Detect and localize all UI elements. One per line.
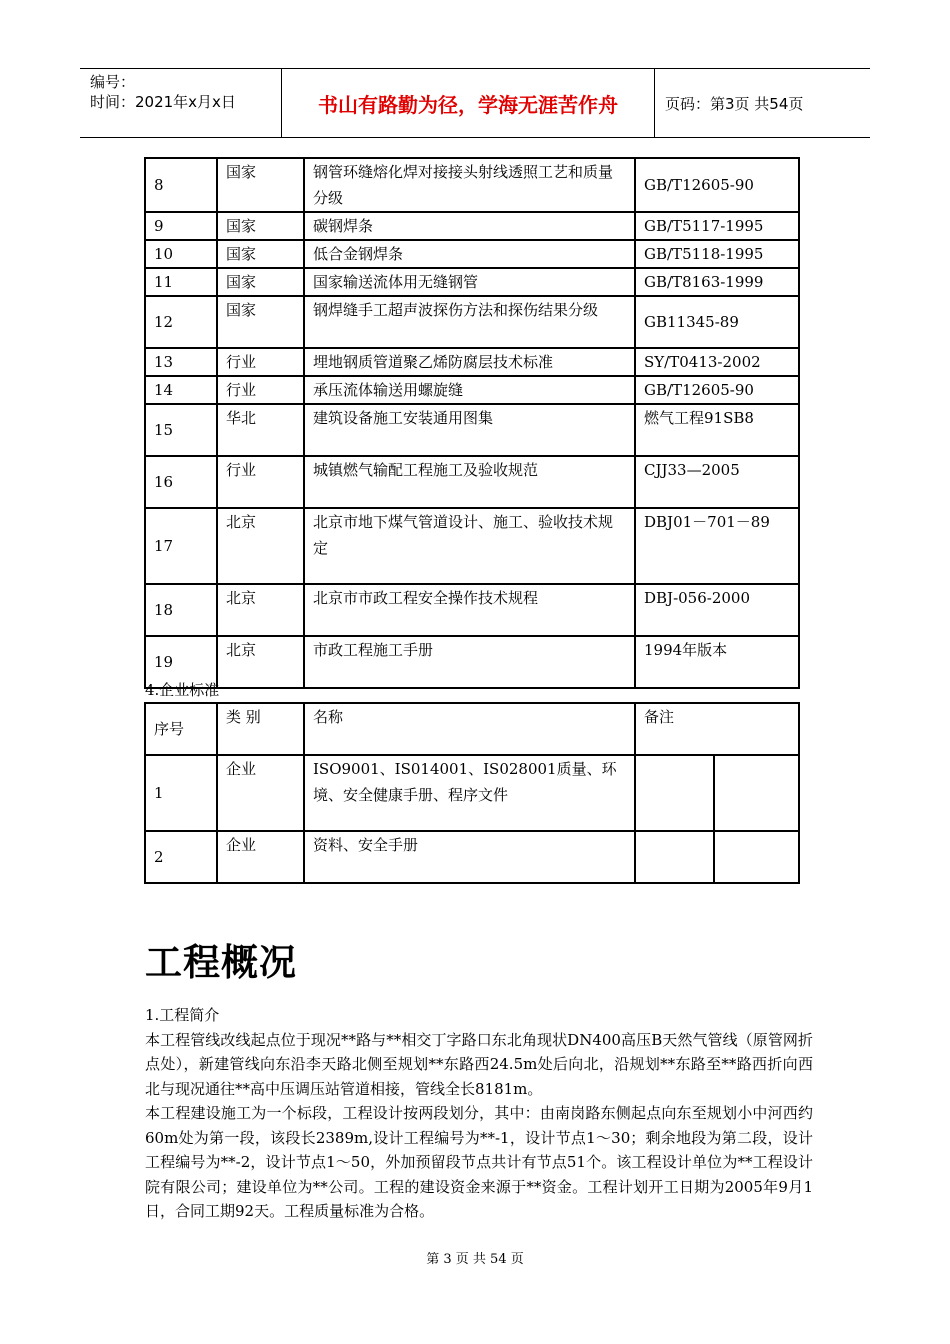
row-number: 15: [145, 404, 217, 456]
row-type: 行业: [217, 376, 304, 404]
row-name: 城镇燃气输配工程施工及验收规范: [304, 456, 635, 508]
header-page-label: 页码：第3页 共54页: [665, 94, 804, 113]
table-row: [145, 348, 799, 376]
row-name: 国家输送流体用无缝钢管: [304, 268, 635, 296]
row-name: 北京市市政工程安全操作技术规程: [304, 584, 635, 636]
row-code: SY/T0413-2002: [635, 348, 799, 376]
table-row: [145, 508, 799, 584]
row-name: 北京市地下煤气管道设计、施工、验收技术规定: [304, 508, 635, 584]
row-code: DBJ-056-2000: [635, 584, 799, 636]
header-remark: 备注: [635, 703, 799, 755]
row-type: 北京: [217, 636, 304, 688]
row-name: 建筑设备施工安装通用图集: [304, 404, 635, 456]
overview-subheading: 1.工程简介: [145, 1006, 220, 1024]
row-name: 埋地钢质管道聚乙烯防腐层技术标准: [304, 348, 635, 376]
table-row: [145, 268, 799, 296]
row-remark: [635, 755, 714, 831]
row-number: 17: [145, 508, 217, 584]
row-type: 华北: [217, 404, 304, 456]
row-type: 企业: [217, 755, 304, 831]
row-type: 北京: [217, 584, 304, 636]
number-label: 编号：: [90, 73, 136, 91]
header-meta: [80, 69, 282, 137]
row-type: 企业: [217, 831, 304, 883]
table-row: [145, 212, 799, 240]
row-number: 14: [145, 376, 217, 404]
table-row: [145, 404, 799, 456]
row-code: GB/T8163-1999: [635, 268, 799, 296]
row-code: 1994年版本: [635, 636, 799, 688]
row-type: 行业: [217, 348, 304, 376]
row-number: 19: [145, 636, 217, 688]
row-number: 1: [145, 755, 217, 831]
row-code: CJJ33—2005: [635, 456, 799, 508]
row-name: ISO9001、IS014001、IS028001质量、环境、安全健康手册、程序文件: [304, 755, 635, 831]
row-name: 钢管环缝熔化焊对接接头射线透照工艺和质量分级: [304, 158, 635, 212]
table-row: [145, 376, 799, 404]
row-name: 钢焊缝手工超声波探伤方法和探伤结果分级: [304, 296, 635, 348]
row-code: GB/T5118-1995: [635, 240, 799, 268]
table-row: [145, 158, 799, 212]
row-code: 燃气工程91SB8: [635, 404, 799, 456]
row-type: 国家: [217, 240, 304, 268]
row-code: GB/T12605-90: [635, 376, 799, 404]
row-number: 16: [145, 456, 217, 508]
row-remark-extra: [714, 755, 799, 831]
row-type: 国家: [217, 212, 304, 240]
row-type: 行业: [217, 456, 304, 508]
row-number: 11: [145, 268, 217, 296]
overview-paragraph-1: 本工程管线改线起点位于现况**路与**相交丁字路口东北角现状DN400高压B天然气管线（原管网折点处），新建管线向东沿李天路北侧至规划**东路西24.5m处后向北，沿规划**东路至**路西折向西北与现况通往**高中压调压站管道相接，管线全长8181m。: [145, 1030, 813, 1098]
section-title: 工程概况: [145, 941, 297, 984]
overview-body: [145, 1003, 813, 1224]
row-type: 国家: [217, 268, 304, 296]
row-number: 10: [145, 240, 217, 268]
page-header: [80, 68, 870, 138]
table-row: [145, 584, 799, 636]
table-row: [145, 296, 799, 348]
enterprise-standards-table: [144, 702, 800, 884]
header-type: 类 别: [217, 703, 304, 755]
header-name: 名称: [304, 703, 635, 755]
row-number: 8: [145, 158, 217, 212]
page-footer: 第 3 页 共 54 页: [426, 1252, 524, 1267]
row-name: 资料、安全手册: [304, 831, 635, 883]
row-type: 国家: [217, 158, 304, 212]
row-code: GB11345-89: [635, 296, 799, 348]
time-label: 时间：2021年x月x日: [90, 93, 236, 111]
table-row: [145, 636, 799, 688]
standards-table: [144, 157, 800, 689]
row-code: GB/T5117-1995: [635, 212, 799, 240]
row-number: 18: [145, 584, 217, 636]
row-remark: [635, 831, 714, 883]
row-number: 13: [145, 348, 217, 376]
table-row: [145, 456, 799, 508]
header-no: 序号: [145, 703, 217, 755]
row-name: 低合金钢焊条: [304, 240, 635, 268]
table-header-row: [145, 703, 799, 755]
table-row: [145, 240, 799, 268]
enterprise-standards-caption: 4.企业标准: [145, 681, 220, 699]
table-row: [145, 755, 799, 831]
row-type: 北京: [217, 508, 304, 584]
row-name: 市政工程施工手册: [304, 636, 635, 688]
table-row: [145, 831, 799, 883]
row-number: 2: [145, 831, 217, 883]
row-number: 12: [145, 296, 217, 348]
row-number: 9: [145, 212, 217, 240]
row-type: 国家: [217, 296, 304, 348]
row-name: 碳钢焊条: [304, 212, 635, 240]
overview-paragraph-2: 本工程建设施工为一个标段，工程设计按两段划分，其中：由南岗路东侧起点向东至规划小中河西约60m处为第一段，该段长2389m,设计工程编号为**-1，设计节点1～30；剩余地段为第二段，设计工程编号为**-2，设计节点1～50，外加预留段节点共计有节点51个。该工程设计单位为**工程设计院有限公司；建设单位为**公司。工程的建设资金来源于**资金。工程计划开工日期为2005年9月1日，合同工期92天。工程质量标准为合格。: [145, 1104, 813, 1220]
row-remark-extra: [714, 831, 799, 883]
row-name: 承压流体输送用螺旋缝: [304, 376, 635, 404]
row-code: GB/T12605-90: [635, 158, 799, 212]
row-code: DBJ01－701－89: [635, 508, 799, 584]
header-slogan: 书山有路勤为径，学海无涯苦作舟: [282, 69, 655, 137]
